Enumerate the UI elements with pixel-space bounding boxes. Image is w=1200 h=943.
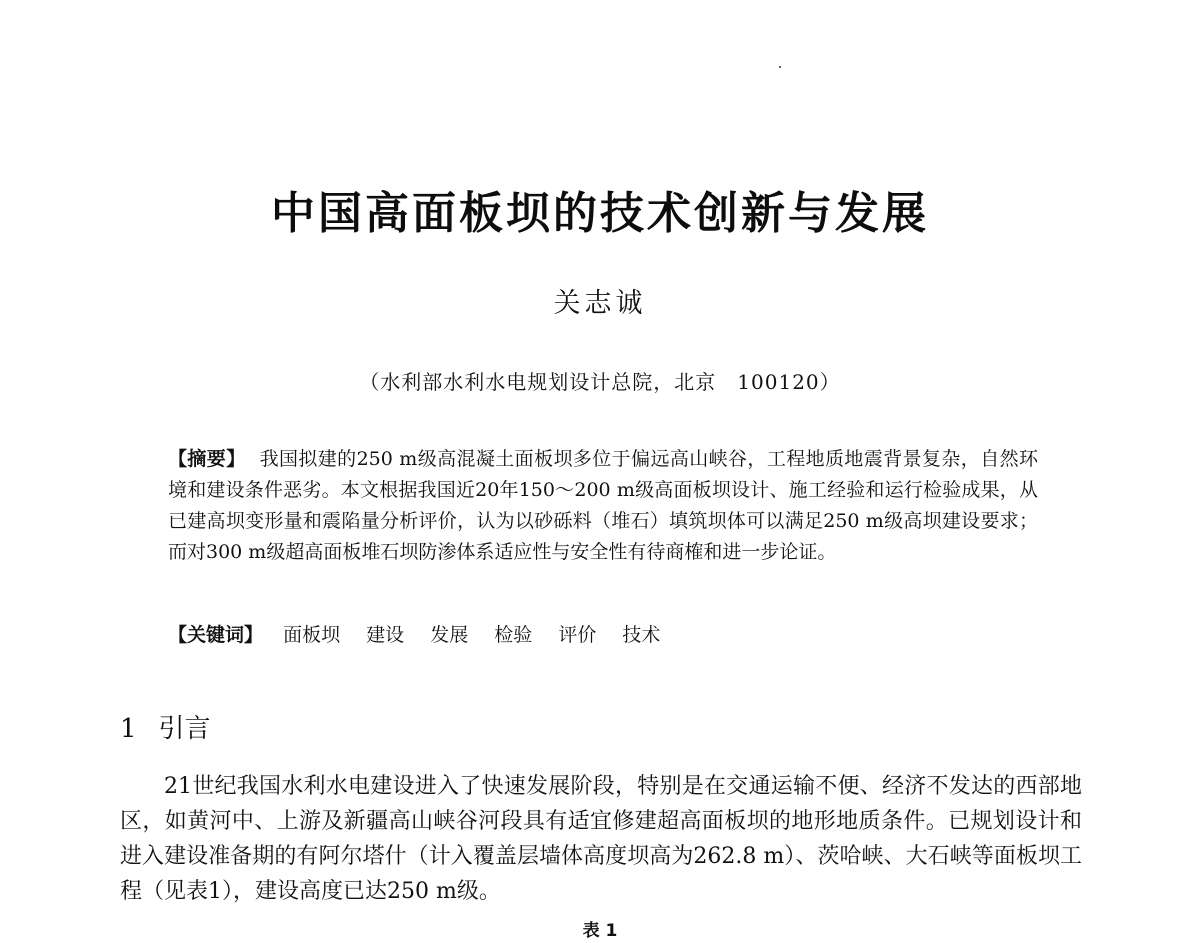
author-name: 关志诚: [553, 288, 647, 319]
paper-title: 中国高面板坝的技术创新与发展: [271, 188, 929, 239]
keyword-item: 检验: [494, 624, 533, 646]
abstract: [168, 444, 1038, 568]
section-heading: [120, 711, 211, 747]
section-number: 1: [120, 714, 137, 744]
abstract-label: 【摘要】: [168, 448, 246, 470]
keyword-item: 发展: [430, 624, 469, 646]
keyword-item: 面板坝: [283, 624, 341, 646]
body-paragraph-container: [120, 769, 1082, 909]
section-title: 引言: [158, 714, 211, 744]
author-affiliation: （水利部水利水电规划设计总院，北京 100120）: [359, 370, 841, 394]
keywords-label: 【关键词】: [168, 624, 264, 646]
abstract-text: 我国拟建的250 m级高混凝土面板坝多位于偏远高山峡谷，工程地质地震背景复杂，自然环境和建设条件恶劣。本文根据我国近20年150～200 m级高面板坝设计、施工经验和运行检验成果，从已建高坝变形量和震陷量分析评价，认为以砂砾料（堆石）填筑坝体可以满足250 m级高坝建设要求；而对300 m级超高面板堆石坝防渗体系适应性与安全性有待商榷和进一步论证。: [168, 448, 1038, 563]
body-paragraph: 21世纪我国水利水电建设进入了快速发展阶段，特别是在交通运输不便、经济不发达的西部地区，如黄河中、上游及新疆高山峡谷河段具有适宜修建超高面板坝的地形地质条件。已规划设计和进入建设准备期的有阿尔塔什（计入覆盖层墙体高度坝高为262.8 m）、茨哈峡、大石峡等面板坝工程（见表1），建设高度已达250 m级。: [120, 774, 1082, 904]
keyword-item: 评价: [558, 624, 597, 646]
keyword-item: 建设: [366, 624, 405, 646]
keywords: [168, 620, 1038, 651]
keyword-item: 技术: [622, 624, 661, 646]
scan-speck: [779, 66, 781, 68]
table-caption: 表 1: [582, 921, 618, 941]
